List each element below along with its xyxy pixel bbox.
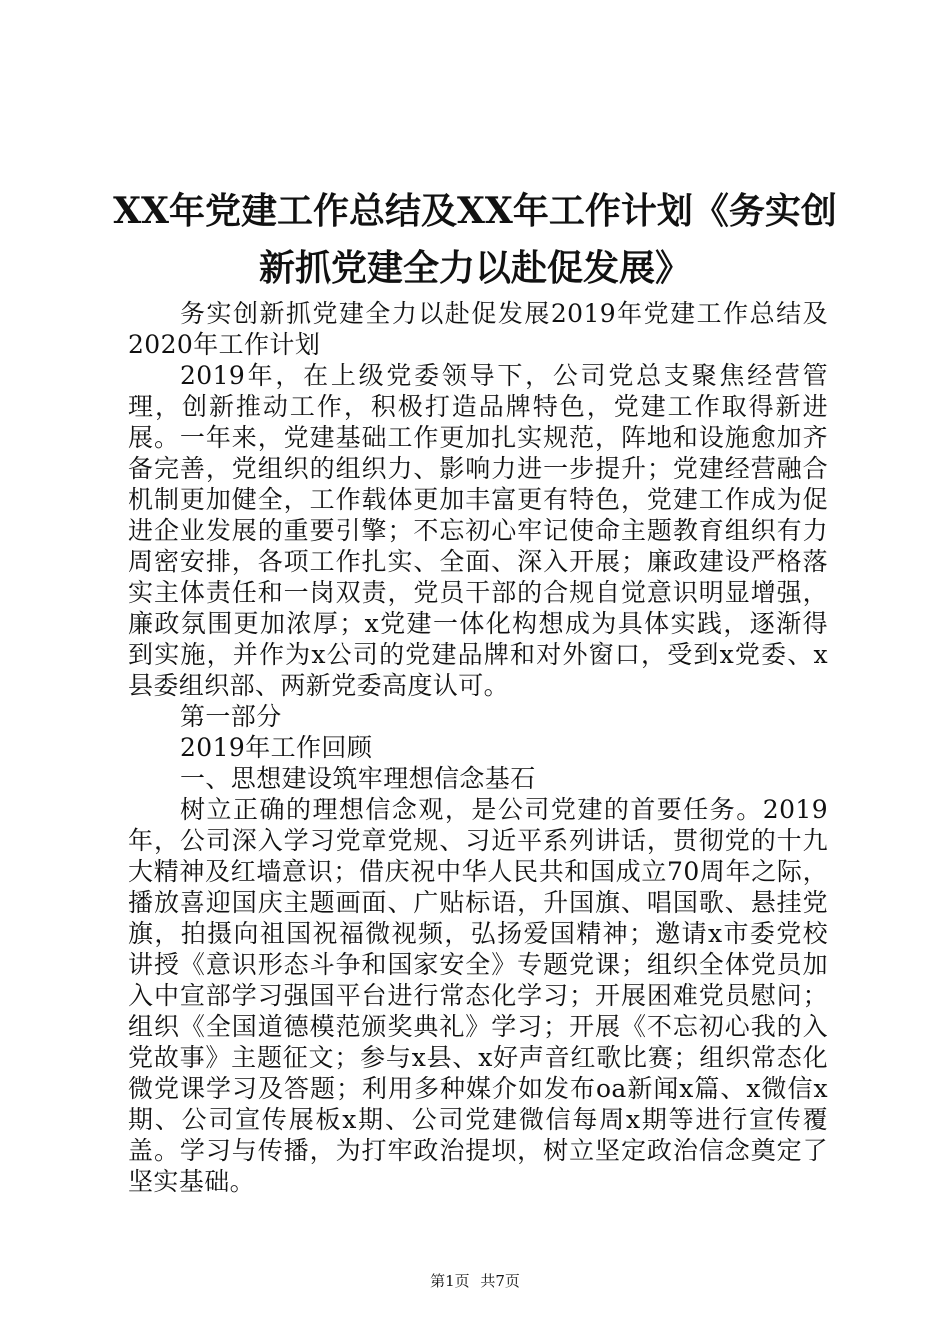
document-title-line-1: XX年党建工作总结及XX年工作计划《务实创 [113, 190, 837, 232]
paragraph-subtitle: 务实创新抓党建全力以赴促发展2019年党建工作总结及2020年工作计划 [128, 299, 828, 359]
page-footer [0, 1271, 950, 1291]
paragraph-review-heading: 2019年工作回顾 [180, 733, 373, 762]
document-body [128, 298, 828, 1197]
page-number: 第1页 [430, 1272, 470, 1290]
paragraph-section-heading: 一、思想建设筑牢理想信念基石 [180, 764, 536, 793]
paragraph-part-heading: 第一部分 [180, 702, 282, 731]
paragraph-summary: 2019年，在上级党委领导下，公司党总支聚焦经营管理，创新推动工作，积极打造品牌特色，党建工作取得新进展。一年来，党建基础工作更加扎实规范，阵地和设施愈加齐备完善，党组织的组织力、影响力进一步提升；党建经营融合机制更加健全，工作载体更加丰富更有特色，党建工作成为促进企业发展的重要引擎；不忘初心牢记使命主题教育组织有力周密安排，各项工作扎实、全面、深入开展；廉政建设严格落实主体责任和一岗双责，党员干部的合规自觉意识明显增强，廉政氛围更加浓厚；x党建一体化构想成为具体实践，逐渐得到实施，并作为x公司的党建品牌和对外窗口，受到x党委、x县委组织部、两新党委高度认可。 [128, 361, 828, 700]
page-total: 共7页 [480, 1272, 520, 1290]
paragraph-ideology: 树立正确的理想信念观，是公司党建的首要任务。2019年，公司深入学习党章党规、习近平系列讲话，贯彻党的十九大精神及红墙意识；借庆祝中华人民共和国成立70周年之际，播放喜迎国庆主题画面、广贴标语，升国旗、唱国歌、悬挂党旗，拍摄向祖国祝福微视频，弘扬爱国精神；邀请x市委党校讲授《意识形态斗争和国家安全》专题党课；组织全体党员加入中宣部学习强国平台进行常态化学习；开展困难党员慰问；组织《全国道德模范颁奖典礼》学习；开展《不忘初心我的入党故事》主题征文；参与x县、x好声音红歌比赛；组织常态化微党课学习及答题；利用多种媒介如发布oa新闻x篇、x微信x期、公司宣传展板x期、公司党建微信每周x期等进行宣传覆盖。学习与传播，为打牢政治提坝，树立坚定政治信念奠定了坚实基础。 [128, 795, 828, 1196]
document-title-line-2: 新抓党建全力以赴促发展》 [258, 247, 691, 289]
